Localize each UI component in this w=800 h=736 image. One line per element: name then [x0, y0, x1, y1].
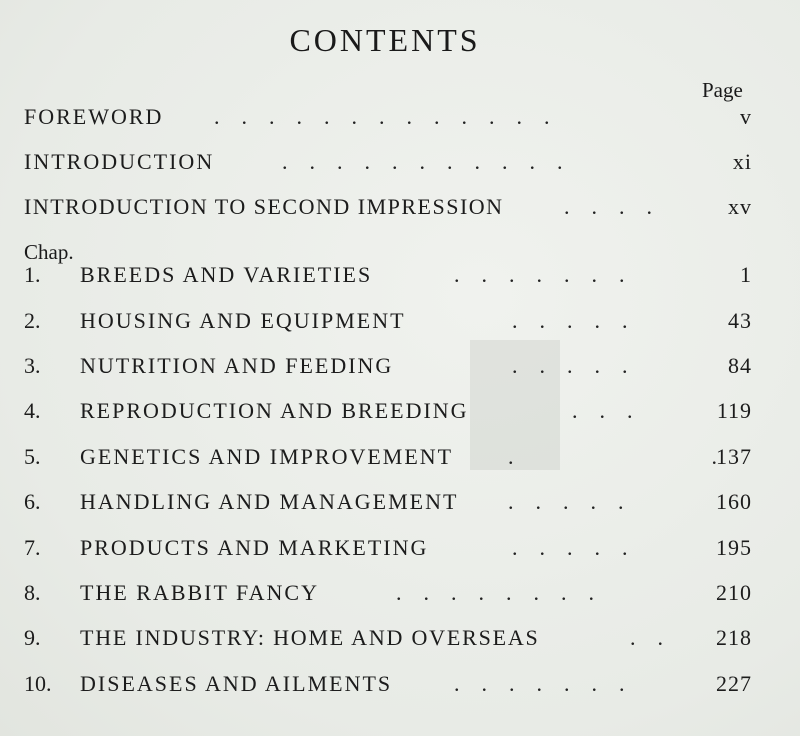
- entry-page: 227: [716, 671, 752, 696]
- toc-entry-chapter-6[interactable]: [0, 489, 800, 523]
- dot-leader: . . . . . . .: [454, 671, 625, 696]
- entry-page: 137: [716, 444, 752, 469]
- chapter-number: 7.: [24, 535, 41, 560]
- toc-entry-chapter-8[interactable]: [0, 580, 800, 614]
- dot-leader: . . .: [572, 398, 633, 423]
- chapter-number: 2.: [24, 308, 41, 333]
- entry-label: GENETICS AND IMPROVEMENT: [80, 444, 454, 469]
- entry-label: INTRODUCTION TO SECOND IMPRESSION: [24, 194, 504, 219]
- entry-page: 218: [716, 625, 752, 650]
- entry-page: xv: [728, 194, 752, 219]
- dot-leader: . . . . .: [512, 353, 628, 378]
- chapter-number: 9.: [24, 625, 41, 650]
- chapter-number: 4.: [24, 398, 41, 423]
- entry-page: 160: [716, 489, 752, 514]
- toc-entry-chapter-10[interactable]: [0, 671, 800, 705]
- entry-page: 84: [728, 353, 752, 378]
- page-title: CONTENTS: [289, 22, 481, 58]
- toc-entry-introduction[interactable]: [0, 149, 800, 183]
- toc-entry-chapter-7[interactable]: [0, 535, 800, 569]
- dot-leader: . . . . .: [512, 308, 628, 333]
- dot-leader: . . . . . . . . . . .: [282, 149, 563, 174]
- chapter-number: 10.: [24, 671, 52, 696]
- entry-label: THE RABBIT FANCY: [80, 580, 319, 605]
- chapter-number: 5.: [24, 444, 41, 469]
- entry-label: THE INDUSTRY: HOME AND OVERSEAS: [80, 625, 540, 650]
- toc-entry-chapter-3[interactable]: [0, 353, 800, 387]
- entry-label: FOREWORD: [24, 104, 164, 129]
- entry-label: REPRODUCTION AND BREEDING: [80, 398, 469, 423]
- entry-label: DISEASES AND AILMENTS: [80, 671, 393, 696]
- dot-leader: . .: [630, 625, 663, 650]
- dot-leader: . . . . .: [512, 535, 628, 560]
- dot-leader: . . . . .: [508, 489, 624, 514]
- dot-leader: . . . .: [564, 194, 652, 219]
- entry-label: NUTRITION AND FEEDING: [80, 353, 394, 378]
- entry-page: 43: [728, 308, 752, 333]
- toc-entry-introduction-second-impression[interactable]: [0, 194, 800, 228]
- toc-entry-chapter-1[interactable]: [0, 262, 800, 296]
- entry-page: 210: [716, 580, 752, 605]
- toc-entry-foreword[interactable]: [0, 104, 800, 138]
- chapter-number: 3.: [24, 353, 41, 378]
- entry-page: 119: [716, 398, 752, 423]
- toc-entry-chapter-5[interactable]: [0, 444, 800, 478]
- entry-page: 195: [716, 535, 752, 560]
- dot-leader: . .: [508, 444, 717, 469]
- entry-label: HOUSING AND EQUIPMENT: [80, 308, 406, 333]
- entry-label: INTRODUCTION: [24, 149, 215, 174]
- entry-label: BREEDS AND VARIETIES: [80, 262, 373, 287]
- entry-label: PRODUCTS AND MARKETING: [80, 535, 429, 560]
- dot-leader: . . . . . . . . . . . . .: [214, 104, 550, 129]
- page-column-heading: Page: [702, 78, 743, 102]
- toc-entry-chapter-4[interactable]: [0, 398, 800, 432]
- entry-page: 1: [740, 262, 752, 287]
- dot-leader: . . . . . . .: [454, 262, 625, 287]
- entry-label: HANDLING AND MANAGEMENT: [80, 489, 459, 514]
- chapter-number: 8.: [24, 580, 41, 605]
- chapter-column-heading: Chap.: [24, 240, 74, 264]
- chapter-number: 6.: [24, 489, 41, 514]
- entry-page: xi: [732, 149, 752, 174]
- entry-page: v: [740, 104, 752, 129]
- toc-entry-chapter-2[interactable]: [0, 308, 800, 342]
- dot-leader: . . . . . . . .: [396, 580, 594, 605]
- toc-entry-chapter-9[interactable]: [0, 625, 800, 659]
- chapter-number: 1.: [24, 262, 41, 287]
